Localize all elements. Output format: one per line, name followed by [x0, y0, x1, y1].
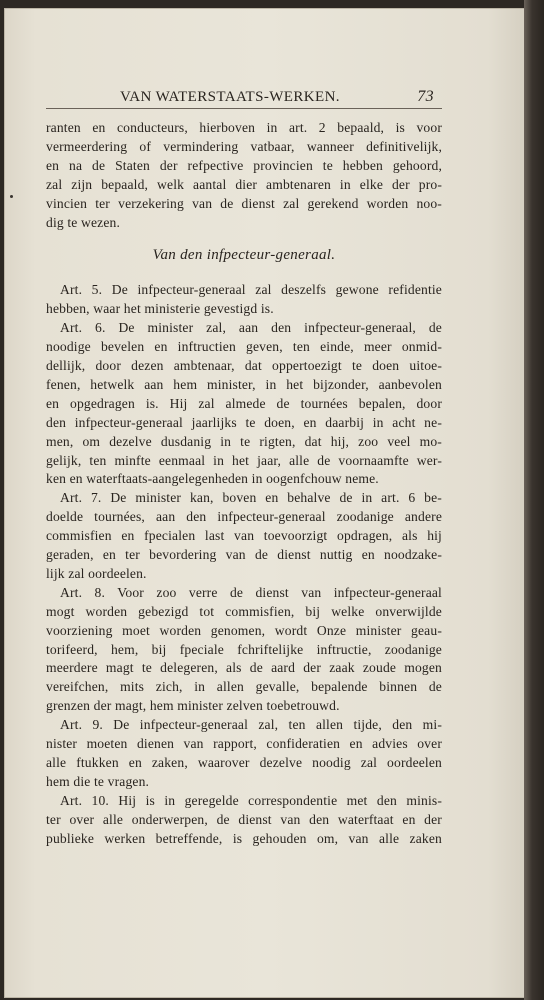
running-head-title: VAN WATERSTAATS-WERKEN.	[120, 89, 340, 105]
page-number: 73	[417, 88, 434, 105]
text-line: vincien ter verzekering van de dienst zal gerekend worden noo-	[46, 195, 442, 211]
page-text-block	[46, 86, 442, 849]
article-paragraph	[46, 716, 442, 792]
article-paragraph	[46, 281, 442, 319]
text-line: noodige bevelen en inftructien geven, ten einde, meer onmid-	[46, 339, 442, 355]
text-line: dig te wezen.	[46, 214, 121, 230]
text-line: mogt worden gebezigd tot commisfien, bij welke onverwijlde	[46, 603, 442, 619]
text-line: en na de Staten der refpective provincien te hebben gehoord,	[46, 157, 442, 173]
text-line: hebben, waar het ministerie gevestigd is.	[46, 301, 274, 317]
text-line: dellijk, door dezen ambtenaar, dat oppertoezigt te doen uitoe-	[46, 357, 442, 373]
text-line: Art. 5. De infpecteur-generaal zal deszelfs gewone refidentie	[60, 282, 442, 298]
text-line: gelijk, ten minfte eenmaal in het jaar, alle de voornaamfte wer-	[46, 452, 442, 468]
text-line: Art. 8. Voor zoo verre de dienst van infpecteur-generaal	[60, 584, 442, 600]
text-line: vermeerdering of vermindering vatbaar, wanneer definitivelijk,	[46, 138, 442, 154]
text-line: nister moeten dienen van rapport, confideratien en advies over	[46, 736, 442, 752]
text-line: hem die te vragen.	[46, 773, 150, 789]
text-line: men, om dezelve dusdanig in te rigten, dat hij, zoo veel mo-	[46, 433, 442, 449]
articles-list	[46, 281, 442, 848]
text-line: lijk zal oordeelen.	[46, 565, 147, 581]
text-line: ter over alle onderwerpen, de dienst van den waterftaat en der	[46, 811, 442, 827]
text-line: alle ftukken en zaken, waarover dezelve noodig zal oordeelen	[46, 755, 442, 770]
article-paragraph	[46, 792, 442, 849]
opening-paragraph	[46, 119, 442, 232]
text-line: commisfien en fpecialen last van toevoorzigt opdragen, als hij	[46, 528, 442, 544]
text-line: vereifchen, mits zich, in allen gevalle, bepalende binnen de	[46, 679, 442, 695]
text-line: doelde tournées, aan den infpecteur-generaal zoodanige andere	[46, 509, 442, 525]
text-line: ken en waterftaats-aangelegenheden in oogenfchouw neme.	[46, 471, 379, 487]
text-line: torifeerd, hem, bij fpeciale fchriftelijke inftructie, zoodanige	[46, 641, 442, 657]
text-line: den infpecteur-generaal jaarlijks te doen, en daarbij in acht ne-	[46, 414, 442, 430]
ink-speck	[10, 195, 13, 198]
text-line: grenzen der magt, hem minister zelven toebetrouwd.	[46, 698, 340, 714]
article-paragraph	[46, 319, 442, 489]
text-line: meerdere magt te delegeren, als de aard der zaak zoude mogen	[46, 660, 442, 676]
text-line: geraden, en ter bevordering van de dienst nuttig en noodzake-	[46, 547, 442, 563]
article-paragraph	[46, 489, 442, 584]
text-line: en opgedragen is. Hij zal almede de tournées bepalen, door	[46, 395, 442, 411]
text-line: ranten en conducteurs, hierboven in art. 2 bepaald, is voor	[46, 120, 442, 135]
text-line: Art. 10. Hij is in geregelde correspondentie met den minis-	[60, 792, 442, 808]
text-line: publieke werken betreffende, is gehouden om, van alle zaken	[46, 830, 442, 846]
text-line: Art. 7. De minister kan, boven en behalve de in art. 6 be-	[60, 490, 442, 506]
running-head-rule	[46, 108, 442, 109]
section-heading: Van den infpecteur-generaal.	[152, 247, 336, 264]
text-line: fenen, hetwelk aan hem minister, in het bijzonder, aanbevolen	[46, 376, 442, 392]
text-line: voorziening moet worden genomen, wordt Onze minister geau-	[46, 622, 442, 638]
text-line: Art. 6. De minister zal, aan den infpecteur-generaal, de	[60, 320, 442, 336]
text-line: Art. 9. De infpecteur-generaal zal, ten allen tijde, den mi-	[60, 717, 442, 733]
text-line: zal zijn bepaald, welk aantal dier ambtenaren in elke der pro-	[46, 176, 442, 192]
article-paragraph	[46, 584, 442, 716]
running-head	[46, 86, 442, 108]
page-edge-shadow	[524, 0, 544, 1000]
